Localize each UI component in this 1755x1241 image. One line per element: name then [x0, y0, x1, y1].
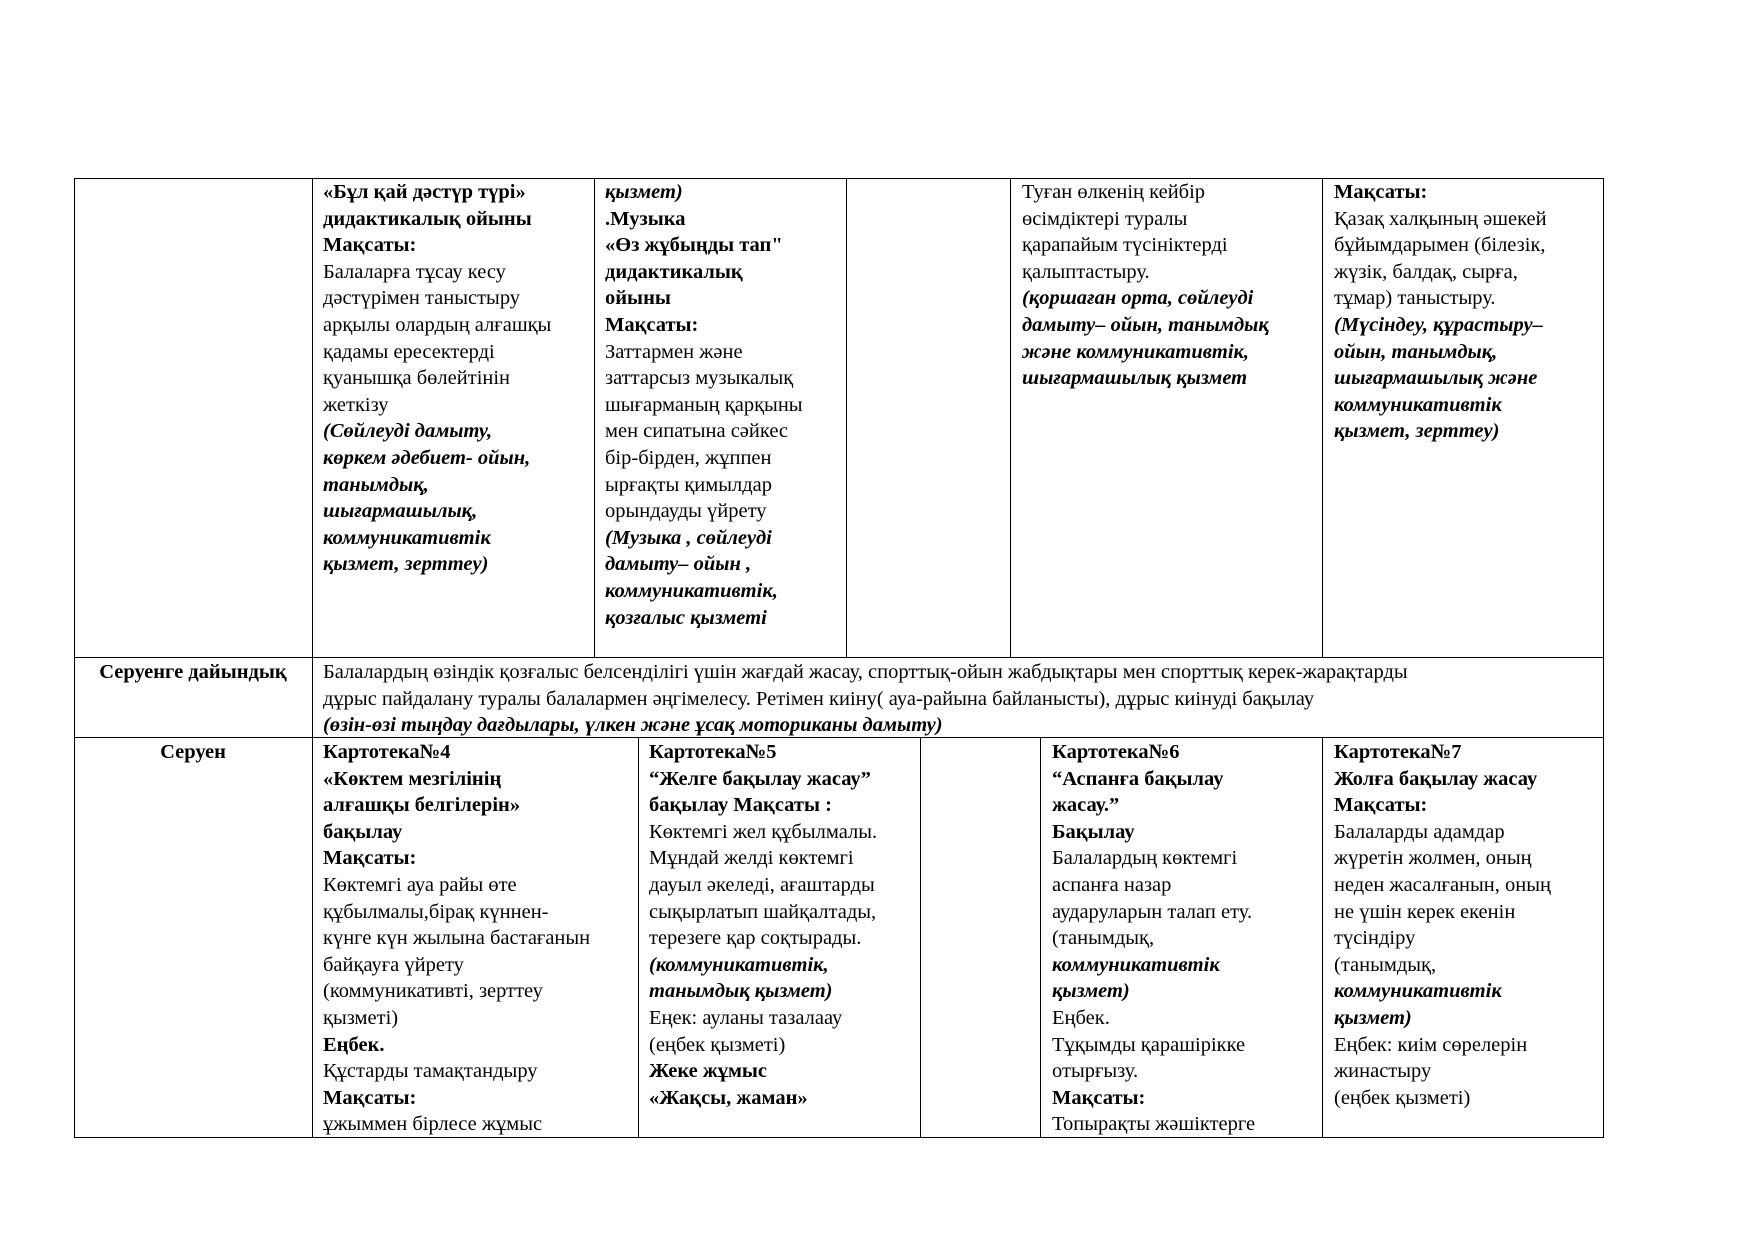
text-line: дұрыс пайдалану туралы балалармен әңгімелесу. Ретімен киіну( ауа-райына байланысты), дұрыс киінуді бақылау — [323, 687, 1315, 710]
text-line: қадамы ересектерді — [323, 340, 495, 363]
text-line: Еңбек. — [323, 1033, 385, 1056]
text-line: шығармашылық, — [323, 500, 478, 523]
row3-label: Серуен — [160, 741, 226, 763]
text-line: (танымдық, — [1334, 953, 1437, 976]
text-line: Мақсаты: — [323, 1086, 417, 1109]
text-line: танымдық қызмет) — [649, 980, 833, 1003]
text-line: түсіндіру — [1334, 927, 1416, 950]
text-line: Картотека№4 — [323, 741, 451, 763]
row1-divider-3 — [1010, 178, 1011, 657]
text-line: (еңбек қызметі) — [649, 1033, 786, 1056]
row3-col5-cell — [1052, 739, 1255, 1138]
text-line: Балаларға тұсау кесу — [323, 260, 506, 283]
text-line: Балалардың көктемгі — [1052, 847, 1238, 870]
text-line: Еңек: ауланы тазалаау — [649, 1006, 843, 1029]
text-line: қызмет, зерттеу) — [1334, 420, 1500, 443]
text-line: Картотека№5 — [649, 741, 777, 763]
text-line: жүретін жолмен, оның — [1334, 847, 1532, 870]
text-line: құбылмалы,бірақ күннен- — [323, 900, 549, 923]
text-line: жинастыру — [1334, 1060, 1432, 1083]
text-line: «Көктем мезгілінің — [323, 767, 502, 790]
text-line: Балаларды адамдар — [1334, 820, 1505, 843]
text-line: қуанышқа бөлейтінін — [323, 367, 511, 390]
text-line: заттарсыз музыкалық — [605, 367, 794, 390]
text-line: бұйымдарымен (білезік, — [1334, 234, 1546, 257]
text-line: дауыл әкеледі, ағаштарды — [649, 873, 875, 896]
text-line: Мақсаты: — [605, 313, 699, 336]
text-line: (Музыка , сөйлеуді — [605, 526, 772, 549]
row3-divider-1 — [638, 737, 639, 1137]
text-line: дәстүрімен таныстыру — [323, 287, 521, 310]
text-line: (өзін-өзі тыңдау дағдылары, үлкен және ұсақ моториканы дамыту) — [323, 714, 943, 737]
text-line: Еңбек. — [1052, 1006, 1110, 1029]
text-line: жасау.” — [1052, 794, 1120, 817]
text-line: қалыптастыру. — [1022, 260, 1150, 283]
text-line: өсімдіктері туралы — [1022, 207, 1188, 230]
text-line: аспанға назар — [1052, 873, 1172, 896]
row1-col3-cell — [605, 179, 803, 631]
text-line: ойыны — [605, 287, 671, 310]
text-line: арқылы олардың алғашқы — [323, 313, 552, 336]
row3-col6-cell — [1334, 739, 1551, 1111]
text-line: Қазақ халқының әшекей — [1334, 207, 1547, 230]
row2-content-cell — [323, 659, 1408, 739]
row1-col2-cell — [323, 179, 551, 578]
text-line: терезеге қар соқтырады. — [649, 927, 862, 950]
text-line: коммуникативтік — [1334, 980, 1502, 1003]
text-line: танымдық, — [323, 473, 429, 496]
text-line: Мақсаты: — [323, 847, 417, 870]
text-line: күнге күн жылына бастағанын — [323, 927, 591, 950]
text-line: Құстарды тамақтандыру — [323, 1060, 538, 1083]
text-line: шығармашылық қызмет — [1022, 367, 1248, 390]
text-line: «Жақсы, жаман» — [649, 1086, 808, 1109]
row3-divider-2 — [920, 737, 921, 1137]
text-line: ырғақты қимылдар — [605, 473, 773, 496]
text-line: Тұқымды қарашірікке — [1052, 1033, 1246, 1056]
text-line: Бақылау — [1052, 820, 1135, 843]
text-line: бақылау Мақсаты : — [649, 794, 832, 817]
row1-col6-cell — [1334, 179, 1547, 445]
text-line: отырғызу. — [1052, 1060, 1139, 1083]
text-line: аударуларын талап ету. — [1052, 900, 1253, 923]
text-line: бір-бірден, жұппен — [605, 446, 772, 469]
text-line: (Мүсіндеу, құрастыру– — [1334, 313, 1543, 336]
text-line: Жолға бақылау жасау — [1334, 767, 1538, 790]
row1-col5-cell — [1022, 179, 1269, 392]
text-line: Туған өлкенің кейбір — [1022, 181, 1206, 203]
text-line: қызмет, зерттеу) — [323, 553, 489, 576]
text-line: дидактикалық — [605, 260, 743, 283]
text-line: (танымдық, — [1052, 927, 1155, 950]
row1-divider-1 — [594, 178, 595, 657]
text-line: Мақсаты: — [1052, 1086, 1146, 1109]
text-line: бақылау — [323, 820, 403, 843]
row1-divider-2 — [846, 178, 847, 657]
text-line: байқауға үйрету — [323, 953, 464, 976]
text-line: қарапайым түсініктерді — [1022, 234, 1228, 257]
text-line: Картотека№7 — [1334, 741, 1462, 763]
text-line: «Бұл қай дәстүр түрі» — [323, 181, 526, 203]
text-line: (еңбек қызметі) — [1334, 1086, 1471, 1109]
text-line: коммуникативтік — [323, 526, 491, 549]
text-line: жүзік, балдақ, сырға, — [1334, 260, 1518, 283]
row3-divider-3 — [1040, 737, 1041, 1137]
text-line: қозғалыс қызметі — [605, 606, 767, 629]
text-line: дамыту– ойын , — [605, 553, 752, 576]
text-line: Мақсаты: — [1334, 794, 1428, 817]
text-line: .Музыка — [605, 207, 686, 230]
row3-col3-cell — [649, 739, 877, 1111]
text-line: және коммуникативтік, — [1022, 340, 1250, 363]
text-line: коммуникативтік — [1334, 393, 1502, 416]
text-line: Мақсаты: — [1334, 181, 1428, 203]
text-line: Көктемгі жел құбылмалы. — [649, 820, 878, 843]
text-line: ойын, танымдық, — [1334, 340, 1498, 363]
text-line: (коммуникативті, зерттеу — [323, 980, 543, 1003]
text-line: ұжыммен бірлесе жұмыс — [323, 1113, 543, 1136]
row3-divider-4 — [1322, 737, 1323, 1137]
text-line: “Аспанға бақылау — [1052, 767, 1224, 790]
text-line: не үшін керек екенін — [1334, 900, 1516, 923]
text-line: Еңбек: киім сөрелерін — [1334, 1033, 1528, 1056]
text-line: Көктемгі ауа райы өте — [323, 873, 517, 896]
text-line: жеткізу — [323, 393, 389, 416]
text-line: Заттармен және — [605, 340, 743, 363]
text-line: Мұндай желді көктемгі — [649, 847, 854, 870]
text-line: орындауды үйрету — [605, 500, 767, 523]
table-border-left — [74, 178, 75, 1138]
text-line: Топырақты жәшіктерге — [1052, 1113, 1256, 1136]
row3-col2-cell — [323, 739, 590, 1138]
text-line: коммуникативтік, — [605, 579, 778, 602]
text-line: (Сөйлеуді дамыту, — [323, 420, 493, 443]
text-line: (коммуникативтік, — [649, 953, 829, 976]
text-line: “Желге бақылау жасау” — [649, 767, 871, 790]
text-line: шығармашылық және — [1334, 367, 1538, 390]
schedule-table — [74, 178, 1604, 1138]
row1-divider-4 — [1322, 178, 1323, 657]
text-line: Мақсаты: — [323, 234, 417, 257]
text-line: неден жасалғанын, оның — [1334, 873, 1551, 896]
text-line: алғашқы белгілерін» — [323, 794, 521, 817]
text-line: Балалардың өзіндік қозғалыс белсенділігі үшін жағдай жасау, спорттық-ойын жабдықтары мен спорттық керек-жарақтарды — [323, 661, 1408, 683]
row2-label: Серуенге дайындық — [99, 661, 287, 683]
table-border-bottom — [74, 1137, 1604, 1138]
table-border-row1-bottom — [74, 657, 1604, 658]
text-line: Жеке жұмыс — [649, 1060, 768, 1083]
text-line: дамыту– ойын, танымдық — [1022, 313, 1269, 336]
text-line: «Өз жұбыңды тап" — [605, 234, 783, 257]
text-line: қызмет) — [1334, 1006, 1412, 1029]
table-border-label-col — [312, 178, 313, 1138]
text-line: мен сипатына сәйкес — [605, 420, 789, 443]
text-line: дидактикалық ойыны — [323, 207, 532, 230]
text-line: қызмет) — [1052, 980, 1130, 1003]
text-line: коммуникативтік — [1052, 953, 1220, 976]
text-line: шығарманың қарқыны — [605, 393, 803, 416]
text-line: (қоршаған орта, сөйлеуді — [1022, 287, 1254, 310]
text-line: көркем әдебиет- ойын, — [323, 446, 531, 469]
text-line: сықырлатып шайқалтады, — [649, 900, 877, 923]
text-line: қызмет) — [605, 181, 683, 203]
table-border-right — [1603, 178, 1604, 1138]
text-line: тұмар) таныстыру. — [1334, 287, 1496, 310]
text-line: Картотека№6 — [1052, 741, 1180, 763]
text-line: қызметі) — [323, 1006, 399, 1029]
